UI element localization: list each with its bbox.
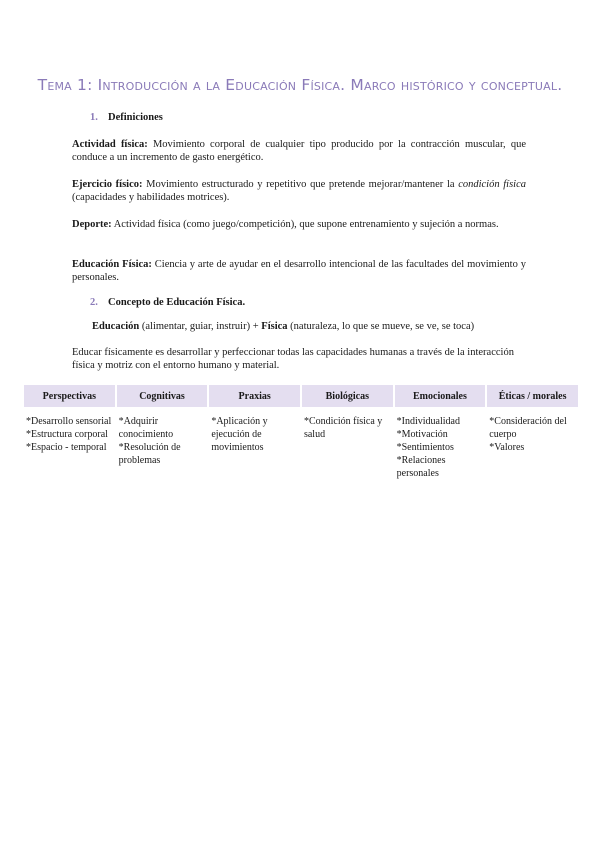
definition-text: Actividad física (como juego/competición), que supone entrenamiento y sujeción a normas. xyxy=(111,219,499,230)
formula-term-fisica: Física xyxy=(261,321,288,332)
cell-item: *Sentimientos xyxy=(396,442,454,453)
concept-formula xyxy=(92,321,474,332)
table-cell-biologicas xyxy=(302,407,393,480)
intro-paragraph: Educar físicamente es desarrollar y perfeccionar todas las capacidades humanas a través de la interacción física y motriz con el entorno humano y material. xyxy=(72,347,514,372)
definition-term: Deporte: xyxy=(72,219,112,230)
formula-desc-fisica: (naturaleza, lo que se mueve, se ve, se toca) xyxy=(287,321,475,332)
section-label: Concepto de Educación Física. xyxy=(108,297,246,308)
definition-deporte xyxy=(72,218,526,231)
table-header-cell: Éticas / morales xyxy=(487,385,578,407)
cell-item: *Desarrollo sensorial xyxy=(26,416,112,427)
cell-item: *Aplicación y ejecución de movimientos xyxy=(211,416,268,453)
definition-text: Ciencia y arte de ayudar en el desarrollo intencional de las facultades del movimiento y personales. xyxy=(72,259,526,284)
table-cell-emocionales xyxy=(395,407,486,480)
table-header-cell: Cognitivas xyxy=(117,385,208,407)
definition-educacion-fisica xyxy=(72,258,526,284)
cell-item: *Estructura corporal xyxy=(26,429,108,440)
section-number: 1. xyxy=(90,112,98,123)
definition-term: Ejercicio físico: xyxy=(72,179,143,190)
formula-desc-educacion: (alimentar, guiar, instruir) + xyxy=(139,321,262,332)
definition-italic: condición física xyxy=(458,179,526,190)
cell-item: *Adquirir conocimiento xyxy=(118,416,174,440)
cell-item: *Consideración del cuerpo xyxy=(489,416,567,440)
definition-text-after: (capacidades y habilidades motrices). xyxy=(72,192,230,204)
definition-text: Movimiento corporal de cualquier tipo producido por la contracción muscular, que conduce a un incremento de gasto energético. xyxy=(72,139,526,164)
cell-item: *Condición física y salud xyxy=(303,416,383,440)
cell-item: *Motivación xyxy=(396,429,448,440)
table-header-cell: Perspectivas xyxy=(24,385,115,407)
section-number: 2. xyxy=(90,297,98,308)
table-header-row xyxy=(24,385,578,407)
cell-item: *Relaciones personales xyxy=(396,455,446,479)
table-cell-perspectivas xyxy=(24,407,115,480)
table-cell-eticas xyxy=(487,407,578,480)
definition-term: Actividad física: xyxy=(72,139,148,150)
table-row xyxy=(24,407,578,480)
cell-item: *Individualidad xyxy=(396,416,460,427)
section-label: Definiciones xyxy=(108,112,163,123)
section-heading-concepto xyxy=(90,297,245,308)
table-cell-praxias xyxy=(209,407,300,480)
section-heading-definitions xyxy=(90,112,163,123)
table-header-cell: Praxias xyxy=(209,385,300,407)
definition-ejercicio-fisico xyxy=(72,178,526,204)
definition-actividad-fisica xyxy=(72,138,526,164)
cell-item: *Espacio - temporal xyxy=(26,442,107,453)
definition-term: Educación Física: xyxy=(72,259,152,270)
cell-item: *Valores xyxy=(489,442,525,453)
table-cell-cognitivas xyxy=(117,407,208,480)
perspectives-table xyxy=(22,385,580,480)
cell-item: *Resolución de problemas xyxy=(118,442,181,466)
definition-text: Movimiento estructurado y repetitivo que pretende mejorar/mantener la xyxy=(142,179,459,190)
table-header-cell: Emocionales xyxy=(395,385,486,407)
page-title: Tema 1: Introducción a la Educación Física. Marco histórico y conceptual. xyxy=(37,76,563,94)
formula-term-educacion: Educación xyxy=(92,321,140,332)
table-header-cell: Biológicas xyxy=(302,385,393,407)
